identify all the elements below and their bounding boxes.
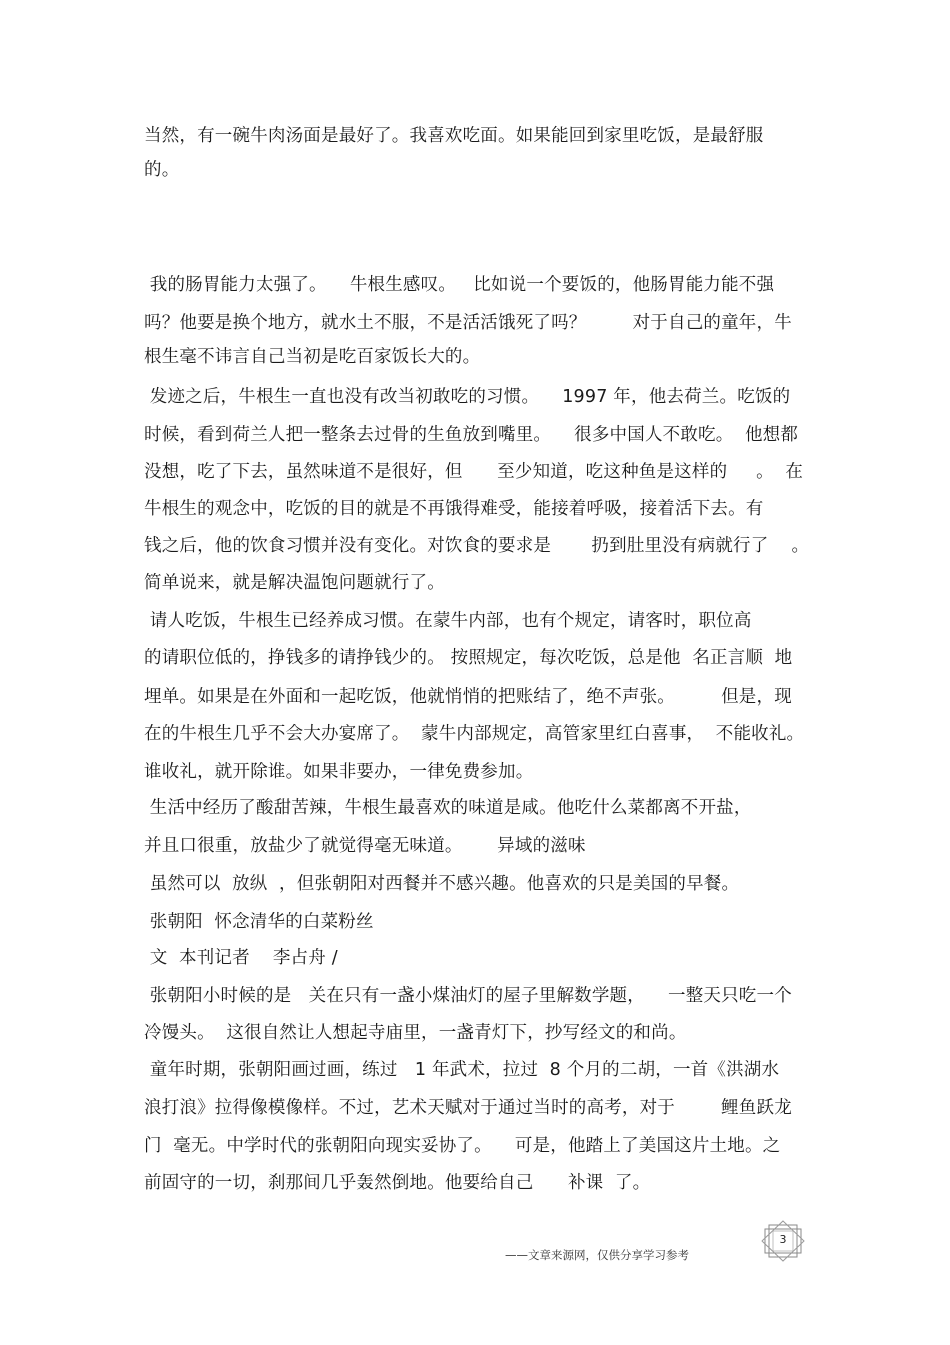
text-line: 前固守的一切，刹那间几乎轰然倒地。他要给自己 补课 了。 <box>144 1173 651 1193</box>
text-line: 牛根生的观念中，吃饭的目的就是不再饿得难受，能接着呼吸，接着活下去。有 <box>144 499 764 519</box>
text-line: 生活中经历了酸甜苦辣，牛根生最喜欢的味道是咸。他吃什么菜都离不开盐， <box>144 798 752 818</box>
text-line: 吗？他要是换个地方，就水土不服，不是活活饿死了吗？ 对于自己的童年，牛 <box>144 313 792 333</box>
text-line: 虽然可以 放纵 ，但张朝阳对西餐并不感兴趣。他喜欢的只是美国的早餐。 <box>144 874 740 894</box>
text-line: 我的肠胃能力太强了。 牛根生感叹。 比如说一个要饭的，他肠胃能力能不强 <box>144 275 775 295</box>
text-line: 发迹之后，牛根生一直也没有改当初敢吃的习惯。 1997 年，他去荷兰。吃饭的 <box>144 387 791 407</box>
text-line: 简单说来，就是解决温饱问题就行了。 <box>144 573 445 593</box>
text-line: 张朝阳 怀念清华的白菜粉丝 <box>144 912 374 932</box>
text-line: 的。 <box>144 160 180 180</box>
text-line: 埋单。如果是在外面和一起吃饭，他就悄悄的把账结了，绝不声张。 但是，现 <box>144 687 792 707</box>
text-line: 没想，吃了下去，虽然味道不是很好，但 至少知道，吃这种鱼是这样的 。 在 <box>144 462 804 482</box>
footer-source-note: ——文章来源网，仅供分享学习参考 <box>505 1248 689 1262</box>
text-line: 请人吃饭，牛根生已经养成习惯。在蒙牛内部，也有个规定，请客时，职位高 <box>144 611 752 631</box>
text-line: 根生毫不讳言自己当初是吃百家饭长大的。 <box>144 347 481 367</box>
text-line: 钱之后，他的饮食习惯并没有变化。对饮食的要求是 扔到肚里没有病就行了 。 <box>144 536 810 556</box>
text-line: 文 本刊记者 李占舟 / <box>144 948 338 968</box>
page-number: 3 <box>779 1233 787 1246</box>
text-line: 时候，看到荷兰人把一整条去过骨的生鱼放到嘴里。 很多中国人不敢吃。 他想都 <box>144 425 799 445</box>
text-line: 浪打浪》拉得像模像样。不过，艺术天赋对于通过当时的高考，对于 鲤鱼跃龙 <box>144 1098 792 1118</box>
text-line: 当然，有一碗牛肉汤面是最好了。我喜欢吃面。如果能回到家里吃饭，是最舒服 <box>144 126 764 146</box>
text-line: 张朝阳小时候的是 关在只有一盏小煤油灯的屋子里解数学题， 一整天只吃一个 <box>144 986 792 1006</box>
text-line: 门 毫无。中学时代的张朝阳向现实妥协了。 可是，他踏上了美国这片土地。之 <box>144 1136 781 1156</box>
text-line: 谁收礼，就开除谁。如果非要办，一律免费参加。 <box>144 762 534 782</box>
text-line: 冷馒头。 这很自然让人想起寺庙里，一盏青灯下，抄写经文的和尚。 <box>144 1023 687 1043</box>
text-line: 童年时期，张朝阳画过画，练过 1 年武术，拉过 8 个月的二胡，一首《洪湖水 <box>144 1060 780 1080</box>
text-line: 在的牛根生几乎不会大办宴席了。 蒙牛内部规定，高管家里红白喜事， 不能收礼。 <box>144 724 805 744</box>
text-line: 的请职位低的，挣钱多的请挣钱少的。 按照规定，每次吃饭，总是他 名正言顺 地 <box>144 648 793 668</box>
page-number-badge <box>760 1220 806 1262</box>
text-line: 并且口很重，放盐少了就觉得毫无味道。 异域的滋味 <box>144 836 586 856</box>
